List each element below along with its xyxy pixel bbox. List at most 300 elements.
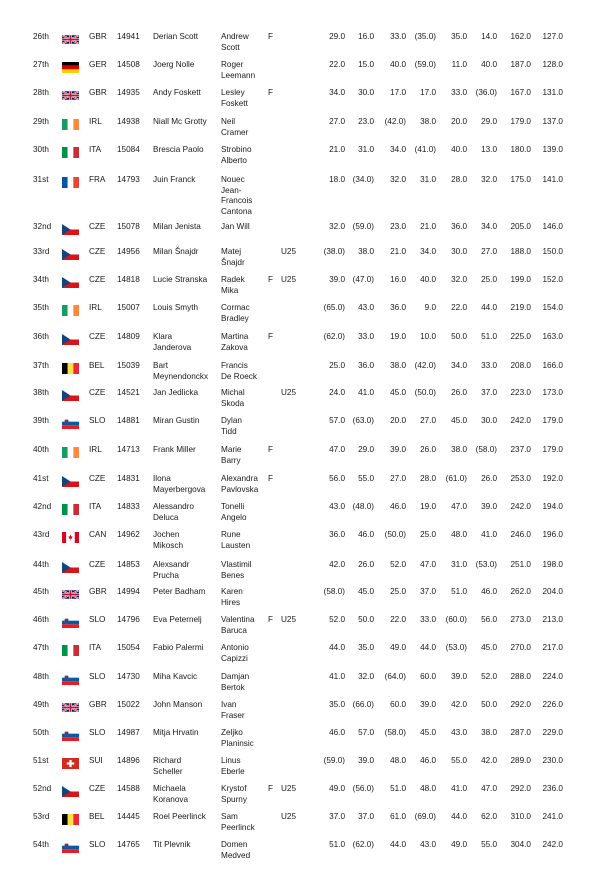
nation-cell: SLO xyxy=(89,615,106,624)
rank-cell: 48th xyxy=(33,672,49,681)
table-row xyxy=(0,530,606,558)
race-1-score: 44.0 xyxy=(329,643,345,652)
sail-number-cell: 14938 xyxy=(117,117,140,126)
race-4-score: 39.0 xyxy=(420,700,436,709)
net-score: 128.0 xyxy=(542,60,563,69)
age-category-cell: U25 xyxy=(281,388,297,397)
sail-number-cell: 14445 xyxy=(117,812,140,821)
crew-cell: Rune Lausten xyxy=(221,530,251,550)
race-2-score: 43.0 xyxy=(358,303,374,312)
flag-fra-icon xyxy=(62,177,79,188)
rank-cell: 52nd xyxy=(33,784,52,793)
race-1-score: 49.0 xyxy=(329,784,345,793)
rank-cell: 43rd xyxy=(33,530,50,539)
flag-gbr-icon xyxy=(62,90,79,101)
race-1-score: (62.0) xyxy=(323,332,345,341)
race-3-score: 21.0 xyxy=(390,247,406,256)
race-3-score: 48.0 xyxy=(390,756,406,765)
race-2-score: 41.0 xyxy=(358,388,374,397)
race-3-score: 34.0 xyxy=(390,145,406,154)
race-6-score: 40.0 xyxy=(481,60,497,69)
sail-number-cell: 14853 xyxy=(117,560,140,569)
sex-category-cell: F xyxy=(268,474,274,483)
sail-number-cell: 14831 xyxy=(117,474,140,483)
race-4-score: 10.0 xyxy=(420,332,436,341)
helm-cell: Peter Badham xyxy=(153,587,206,596)
race-6-score: 26.0 xyxy=(481,474,497,483)
race-5-score: 50.0 xyxy=(451,332,467,341)
nation-cell: IRL xyxy=(89,445,102,454)
race-4-score: 38.0 xyxy=(420,117,436,126)
table-row xyxy=(0,445,606,473)
race-1-score: (38.0) xyxy=(323,247,345,256)
crew-cell: Linus Eberle xyxy=(221,756,245,776)
net-score: 217.0 xyxy=(542,643,563,652)
sail-number-cell: 14588 xyxy=(117,784,140,793)
flag-irl-icon xyxy=(62,305,79,316)
race-3-score: 61.0 xyxy=(390,812,406,821)
net-score: 229.0 xyxy=(542,728,563,737)
race-1-score: 21.0 xyxy=(329,145,345,154)
race-2-score: 35.0 xyxy=(358,643,374,652)
age-category-cell: U25 xyxy=(281,615,297,624)
race-6-score: 56.0 xyxy=(481,615,497,624)
table-row xyxy=(0,502,606,530)
helm-cell: Brescia Paolo xyxy=(153,145,204,154)
net-score: 242.0 xyxy=(542,840,563,849)
race-6-score: 13.0 xyxy=(481,145,497,154)
sail-number-cell: 14987 xyxy=(117,728,140,737)
table-row xyxy=(0,416,606,444)
race-4-score: 46.0 xyxy=(420,756,436,765)
total-score: 237.0 xyxy=(510,445,531,454)
crew-cell: Strobino Alberto xyxy=(221,145,252,165)
race-2-score: 31.0 xyxy=(358,145,374,154)
table-row xyxy=(0,332,606,360)
race-6-score: 39.0 xyxy=(481,502,497,511)
total-score: 180.0 xyxy=(510,145,531,154)
helm-cell: Derian Scott xyxy=(153,32,199,41)
race-6-score: 38.0 xyxy=(481,728,497,737)
race-2-score: 57.0 xyxy=(358,728,374,737)
race-5-score: 51.0 xyxy=(451,587,467,596)
net-score: 166.0 xyxy=(542,361,563,370)
race-3-score: (64.0) xyxy=(384,672,406,681)
race-2-score: 38.0 xyxy=(358,247,374,256)
race-6-score: 52.0 xyxy=(481,672,497,681)
helm-cell: Juin Franck xyxy=(153,175,196,184)
helm-cell: Alexsandr Prucha xyxy=(153,560,190,580)
race-1-score: 27.0 xyxy=(329,117,345,126)
race-6-score: 37.0 xyxy=(481,388,497,397)
total-score: 304.0 xyxy=(510,840,531,849)
table-row xyxy=(0,303,606,331)
nation-cell: SLO xyxy=(89,840,106,849)
table-row xyxy=(0,615,606,643)
age-category-cell: U25 xyxy=(281,784,297,793)
race-6-score: 41.0 xyxy=(481,530,497,539)
nation-cell: SLO xyxy=(89,672,106,681)
sail-number-cell: 15078 xyxy=(117,222,140,231)
sail-number-cell: 15039 xyxy=(117,361,140,370)
flag-cze-icon xyxy=(62,390,79,401)
race-5-score: 39.0 xyxy=(451,672,467,681)
race-2-score: 29.0 xyxy=(358,445,374,454)
rank-cell: 51st xyxy=(33,756,49,765)
race-4-score: 60.0 xyxy=(420,672,436,681)
flag-slo-icon xyxy=(62,674,79,685)
race-3-score: 49.0 xyxy=(390,643,406,652)
flag-cze-icon xyxy=(62,224,79,235)
race-3-score: 23.0 xyxy=(390,222,406,231)
sail-number-cell: 14881 xyxy=(117,416,140,425)
race-5-score: 35.0 xyxy=(451,32,467,41)
race-5-score: 47.0 xyxy=(451,502,467,511)
total-score: 179.0 xyxy=(510,117,531,126)
total-score: 242.0 xyxy=(510,416,531,425)
crew-cell: Tonelli Angelo xyxy=(221,502,247,522)
race-1-score: 32.0 xyxy=(329,222,345,231)
sail-number-cell: 14765 xyxy=(117,840,140,849)
flag-gbr-icon xyxy=(62,702,79,713)
rank-cell: 37th xyxy=(33,361,49,370)
sail-number-cell: 14896 xyxy=(117,756,140,765)
race-4-score: (35.0) xyxy=(414,32,436,41)
net-score: 152.0 xyxy=(542,275,563,284)
race-3-score: 32.0 xyxy=(390,175,406,184)
net-score: 154.0 xyxy=(542,303,563,312)
nation-cell: GBR xyxy=(89,32,107,41)
nation-cell: BEL xyxy=(89,361,105,370)
table-row xyxy=(0,587,606,615)
flag-ita-icon xyxy=(62,645,79,656)
rank-cell: 50th xyxy=(33,728,49,737)
race-3-score: 16.0 xyxy=(390,275,406,284)
sex-category-cell: F xyxy=(268,615,274,624)
race-6-score: 14.0 xyxy=(481,32,497,41)
age-category-cell: U25 xyxy=(281,275,297,284)
race-5-score: 49.0 xyxy=(451,840,467,849)
total-score: 188.0 xyxy=(510,247,531,256)
total-score: 223.0 xyxy=(510,388,531,397)
race-6-score: 45.0 xyxy=(481,643,497,652)
crew-cell: Alexandra Pavlovska xyxy=(221,474,259,494)
race-1-score: 52.0 xyxy=(329,615,345,624)
sail-number-cell: 14796 xyxy=(117,615,140,624)
crew-cell: Roger Leemann xyxy=(221,60,256,80)
race-6-score: 55.0 xyxy=(481,840,497,849)
race-5-score: 22.0 xyxy=(451,303,467,312)
table-row xyxy=(0,60,606,88)
table-row xyxy=(0,275,606,303)
nation-cell: CZE xyxy=(89,247,106,256)
net-score: 224.0 xyxy=(542,672,563,681)
race-4-score: 25.0 xyxy=(420,530,436,539)
sail-number-cell: 14935 xyxy=(117,88,140,97)
rank-cell: 53rd xyxy=(33,812,50,821)
flag-irl-icon xyxy=(62,447,79,458)
rank-cell: 36th xyxy=(33,332,49,341)
flag-irl-icon xyxy=(62,119,79,130)
race-1-score: 42.0 xyxy=(329,560,345,569)
race-1-score: 47.0 xyxy=(329,445,345,454)
race-2-score: (34.0) xyxy=(352,175,374,184)
race-5-score: 48.0 xyxy=(451,530,467,539)
race-1-score: 34.0 xyxy=(329,88,345,97)
sail-number-cell: 15007 xyxy=(117,303,140,312)
race-1-score: 41.0 xyxy=(329,672,345,681)
race-4-score: (59.0) xyxy=(414,60,436,69)
table-row xyxy=(0,728,606,756)
crew-cell: Zeljko Planinsic xyxy=(221,728,254,748)
race-2-score: (56.0) xyxy=(352,784,374,793)
sex-category-cell: F xyxy=(268,275,274,284)
race-2-score: (47.0) xyxy=(352,275,374,284)
race-5-score: 40.0 xyxy=(451,145,467,154)
flag-cze-icon xyxy=(62,277,79,288)
rank-cell: 44th xyxy=(33,560,49,569)
race-5-score: 38.0 xyxy=(451,445,467,454)
helm-cell: John Manson xyxy=(153,700,203,709)
total-score: 289.0 xyxy=(510,756,531,765)
total-score: 288.0 xyxy=(510,672,531,681)
race-6-score: (53.0) xyxy=(475,560,497,569)
rank-cell: 40th xyxy=(33,445,49,454)
helm-cell: Milan Šnajdr xyxy=(153,247,199,256)
race-3-score: 33.0 xyxy=(390,32,406,41)
nation-cell: FRA xyxy=(89,175,106,184)
race-6-score: 46.0 xyxy=(481,587,497,596)
crew-cell: Martina Zakova xyxy=(221,332,249,352)
race-5-score: 31.0 xyxy=(451,560,467,569)
race-3-score: 51.0 xyxy=(390,784,406,793)
total-score: 273.0 xyxy=(510,615,531,624)
sex-category-cell: F xyxy=(268,32,274,41)
race-6-score: 47.0 xyxy=(481,784,497,793)
helm-cell: Frank Miller xyxy=(153,445,196,454)
race-3-score: 60.0 xyxy=(390,700,406,709)
nation-cell: IRL xyxy=(89,303,102,312)
race-5-score: 43.0 xyxy=(451,728,467,737)
race-4-score: 34.0 xyxy=(420,247,436,256)
race-2-score: (59.0) xyxy=(352,222,374,231)
helm-cell: Michaela Koranova xyxy=(153,784,189,804)
total-score: 310.0 xyxy=(510,812,531,821)
nation-cell: ITA xyxy=(89,145,102,154)
nation-cell: CZE xyxy=(89,388,106,397)
rank-cell: 42nd xyxy=(33,502,52,511)
total-score: 219.0 xyxy=(510,303,531,312)
table-row xyxy=(0,840,606,868)
helm-cell: Fabio Palermi xyxy=(153,643,204,652)
sail-number-cell: 14793 xyxy=(117,175,140,184)
total-score: 199.0 xyxy=(510,275,531,284)
nation-cell: GER xyxy=(89,60,107,69)
race-1-score: 36.0 xyxy=(329,530,345,539)
helm-cell: Tit Plevnik xyxy=(153,840,191,849)
helm-cell: Miran Gustin xyxy=(153,416,200,425)
race-4-score: 19.0 xyxy=(420,502,436,511)
race-4-score: 33.0 xyxy=(420,615,436,624)
nation-cell: CZE xyxy=(89,474,106,483)
rank-cell: 32nd xyxy=(33,222,52,231)
crew-cell: Damjan Bertok xyxy=(221,672,250,692)
sail-number-cell: 14730 xyxy=(117,672,140,681)
net-score: 192.0 xyxy=(542,474,563,483)
race-2-score: 33.0 xyxy=(358,332,374,341)
race-5-score: 32.0 xyxy=(451,275,467,284)
race-6-score: (36.0) xyxy=(475,88,497,97)
flag-cze-icon xyxy=(62,334,79,345)
crew-cell: Lesley Foskett xyxy=(221,88,248,108)
nation-cell: BEL xyxy=(89,812,105,821)
race-2-score: 45.0 xyxy=(358,587,374,596)
race-3-score: (42.0) xyxy=(384,117,406,126)
total-score: 167.0 xyxy=(510,88,531,97)
race-6-score: 25.0 xyxy=(481,275,497,284)
total-score: 262.0 xyxy=(510,587,531,596)
crew-cell: Michal Skoda xyxy=(221,388,245,408)
flag-slo-icon xyxy=(62,617,79,628)
race-6-score: 51.0 xyxy=(481,332,497,341)
nation-cell: ITA xyxy=(89,502,102,511)
race-3-score: (50.0) xyxy=(384,530,406,539)
flag-sui-icon xyxy=(62,758,79,769)
race-4-score: (50.0) xyxy=(414,388,436,397)
sex-category-cell: F xyxy=(268,784,274,793)
sail-number-cell: 15084 xyxy=(117,145,140,154)
race-5-score: 11.0 xyxy=(451,60,467,69)
flag-bel-icon xyxy=(62,363,79,374)
race-3-score: 38.0 xyxy=(390,361,406,370)
race-3-score: 22.0 xyxy=(390,615,406,624)
flag-slo-icon xyxy=(62,418,79,429)
race-5-score: 34.0 xyxy=(451,361,467,370)
table-row xyxy=(0,388,606,416)
race-4-score: 17.0 xyxy=(420,88,436,97)
net-score: 127.0 xyxy=(542,32,563,41)
race-4-score: 48.0 xyxy=(420,784,436,793)
race-6-score: 29.0 xyxy=(481,117,497,126)
nation-cell: SUI xyxy=(89,756,103,765)
race-6-score: 30.0 xyxy=(481,416,497,425)
race-4-score: 28.0 xyxy=(420,474,436,483)
table-row xyxy=(0,474,606,502)
race-3-score: 25.0 xyxy=(390,587,406,596)
sail-number-cell: 14809 xyxy=(117,332,140,341)
rank-cell: 49th xyxy=(33,700,49,709)
race-2-score: 16.0 xyxy=(358,32,374,41)
helm-cell: Joerg Nolle xyxy=(153,60,195,69)
crew-cell: Cormac Bradley xyxy=(221,303,250,323)
race-3-score: (58.0) xyxy=(384,728,406,737)
sail-number-cell: 14833 xyxy=(117,502,140,511)
table-row xyxy=(0,145,606,173)
race-5-score: 45.0 xyxy=(451,416,467,425)
race-1-score: 35.0 xyxy=(329,700,345,709)
total-score: 187.0 xyxy=(510,60,531,69)
race-5-score: 33.0 xyxy=(451,88,467,97)
rank-cell: 34th xyxy=(33,275,49,284)
sail-number-cell: 14508 xyxy=(117,60,140,69)
race-1-score: 51.0 xyxy=(329,840,345,849)
nation-cell: GBR xyxy=(89,700,107,709)
table-row xyxy=(0,222,606,250)
race-1-score: 18.0 xyxy=(329,175,345,184)
net-score: 204.0 xyxy=(542,587,563,596)
sail-number-cell: 14521 xyxy=(117,388,140,397)
net-score: 179.0 xyxy=(542,445,563,454)
race-5-score: 41.0 xyxy=(451,784,467,793)
race-4-score: 47.0 xyxy=(420,560,436,569)
net-score: 179.0 xyxy=(542,416,563,425)
crew-cell: Ivan Fraser xyxy=(221,700,245,720)
total-score: 205.0 xyxy=(510,222,531,231)
total-score: 253.0 xyxy=(510,474,531,483)
sail-number-cell: 15022 xyxy=(117,700,140,709)
table-row xyxy=(0,117,606,145)
race-5-score: 55.0 xyxy=(451,756,467,765)
race-5-score: 44.0 xyxy=(451,812,467,821)
race-4-score: (42.0) xyxy=(414,361,436,370)
crew-cell: Krystof Spurny xyxy=(221,784,247,804)
race-1-score: (58.0) xyxy=(323,587,345,596)
table-row xyxy=(0,643,606,671)
race-2-score: (48.0) xyxy=(352,502,374,511)
crew-cell: Matej Šnajdr xyxy=(221,247,245,267)
race-1-score: 39.0 xyxy=(329,275,345,284)
sail-number-cell: 14818 xyxy=(117,275,140,284)
flag-bel-icon xyxy=(62,814,79,825)
sail-number-cell: 14713 xyxy=(117,445,140,454)
table-row xyxy=(0,88,606,116)
nation-cell: IRL xyxy=(89,117,102,126)
total-score: 225.0 xyxy=(510,332,531,341)
total-score: 292.0 xyxy=(510,784,531,793)
net-score: 146.0 xyxy=(542,222,563,231)
race-2-score: 30.0 xyxy=(358,88,374,97)
total-score: 208.0 xyxy=(510,361,531,370)
sail-number-cell: 14956 xyxy=(117,247,140,256)
table-row xyxy=(0,361,606,389)
race-2-score: 32.0 xyxy=(358,672,374,681)
flag-slo-icon xyxy=(62,730,79,741)
rank-cell: 35th xyxy=(33,303,49,312)
net-score: 194.0 xyxy=(542,502,563,511)
race-6-score: 44.0 xyxy=(481,303,497,312)
helm-cell: Ilona Mayerbergova xyxy=(153,474,206,494)
nation-cell: SLO xyxy=(89,416,106,425)
race-3-score: 20.0 xyxy=(390,416,406,425)
rank-cell: 54th xyxy=(33,840,49,849)
net-score: 131.0 xyxy=(542,88,563,97)
race-2-score: 15.0 xyxy=(358,60,374,69)
race-2-score: 46.0 xyxy=(358,530,374,539)
race-5-score: 42.0 xyxy=(451,700,467,709)
rank-cell: 33rd xyxy=(33,247,50,256)
helm-cell: Bart Meynendonckx xyxy=(153,361,209,381)
net-score: 230.0 xyxy=(542,756,563,765)
rank-cell: 38th xyxy=(33,388,49,397)
nation-cell: CZE xyxy=(89,332,106,341)
race-5-score: (53.0) xyxy=(445,643,467,652)
crew-cell: Sam Peerlinck xyxy=(221,812,255,832)
rank-cell: 41st xyxy=(33,474,49,483)
net-score: 163.0 xyxy=(542,332,563,341)
rank-cell: 27th xyxy=(33,60,49,69)
race-4-score: 43.0 xyxy=(420,840,436,849)
race-2-score: 26.0 xyxy=(358,560,374,569)
